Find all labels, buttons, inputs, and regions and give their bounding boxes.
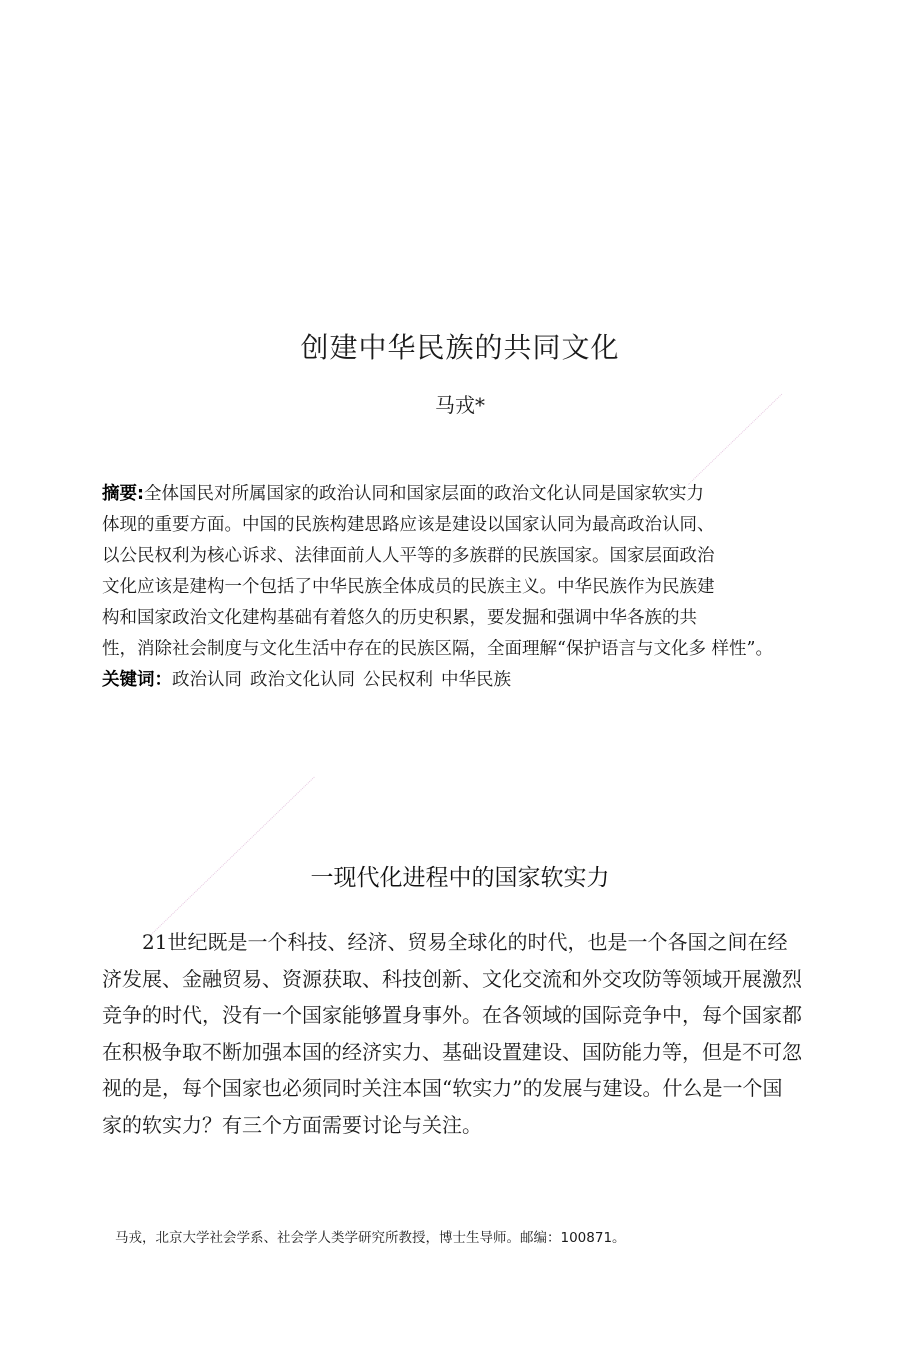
document-title: 创建中华民族的共同文化 — [300, 331, 620, 364]
abstract-line: 体现的重要方面。中国的民族构建思路应该是建设以国家认同为最高政治认同、 — [102, 515, 715, 535]
keyword: 公民权利 — [363, 670, 433, 690]
keyword: 中华民族 — [441, 670, 511, 690]
section-heading: 一现代化进程中的国家软实力 — [310, 865, 610, 891]
abstract-line: 性，消除社会制度与文化生活中存在的民族区隔，全面理解“保护语言与文化多 样性”。 — [102, 639, 773, 659]
abstract-line: 以公民权利为核心诉求、法律面前人人平等的多族群的民族国家。国家层面政治 — [102, 546, 715, 566]
paragraph-line: 在积极争取不断加强本国的经济实力、基础设置建设、国防能力等，但是不可忽 — [102, 1039, 802, 1064]
abstract-line: 构和国家政治文化建构基础有着悠久的历史积累，要发掘和强调中华各族的共 — [102, 608, 697, 628]
section-paragraph — [102, 930, 802, 1149]
keyword: 政治文化认同 — [250, 670, 355, 690]
abstract-label-colon: : — [137, 484, 144, 504]
keyword: 政治认同 — [172, 670, 242, 690]
abstract-block — [102, 484, 822, 690]
author-footnote: 马戎，北京大学社会学系、社会学人类学研究所教授，博士生导师。邮编：100871。 — [115, 1230, 626, 1246]
paragraph-line: 视的是，每个国家也必须同时关注本国“软实力”的发展与建设。什么是一个国 — [102, 1076, 783, 1100]
paragraph-line: 竞争的时代，没有一个国家能够置身事外。在各领域的国际竞争中，每个国家都 — [102, 1003, 802, 1027]
abstract-line: 文化应该是建构一个包括了中华民族全体成员的民族主义。中华民族作为民族建 — [102, 577, 715, 597]
paragraph-line: 家的软实力？有三个方面需要讨论与关注。 — [102, 1112, 482, 1137]
keywords-line — [102, 670, 822, 690]
author-name: 马戎* — [435, 393, 485, 417]
paragraph-line: 济发展、金融贸易、资源获取、科技创新、文化交流和外交攻防等领域开展激烈 — [102, 966, 802, 991]
abstract-label: 摘要 — [102, 484, 137, 504]
watermark-diagonal-line-lower — [150, 777, 315, 936]
paragraph-line: 21世纪既是一个科技、经济、贸易全球化的时代，也是一个各国之间在经 — [142, 930, 788, 954]
abstract-text: 全体国民对所属国家的政治认同和国家层面的政治文化认同是国家软实力 — [144, 484, 704, 504]
keywords-label: 关键词： — [102, 670, 172, 690]
abstract-line — [102, 484, 822, 504]
